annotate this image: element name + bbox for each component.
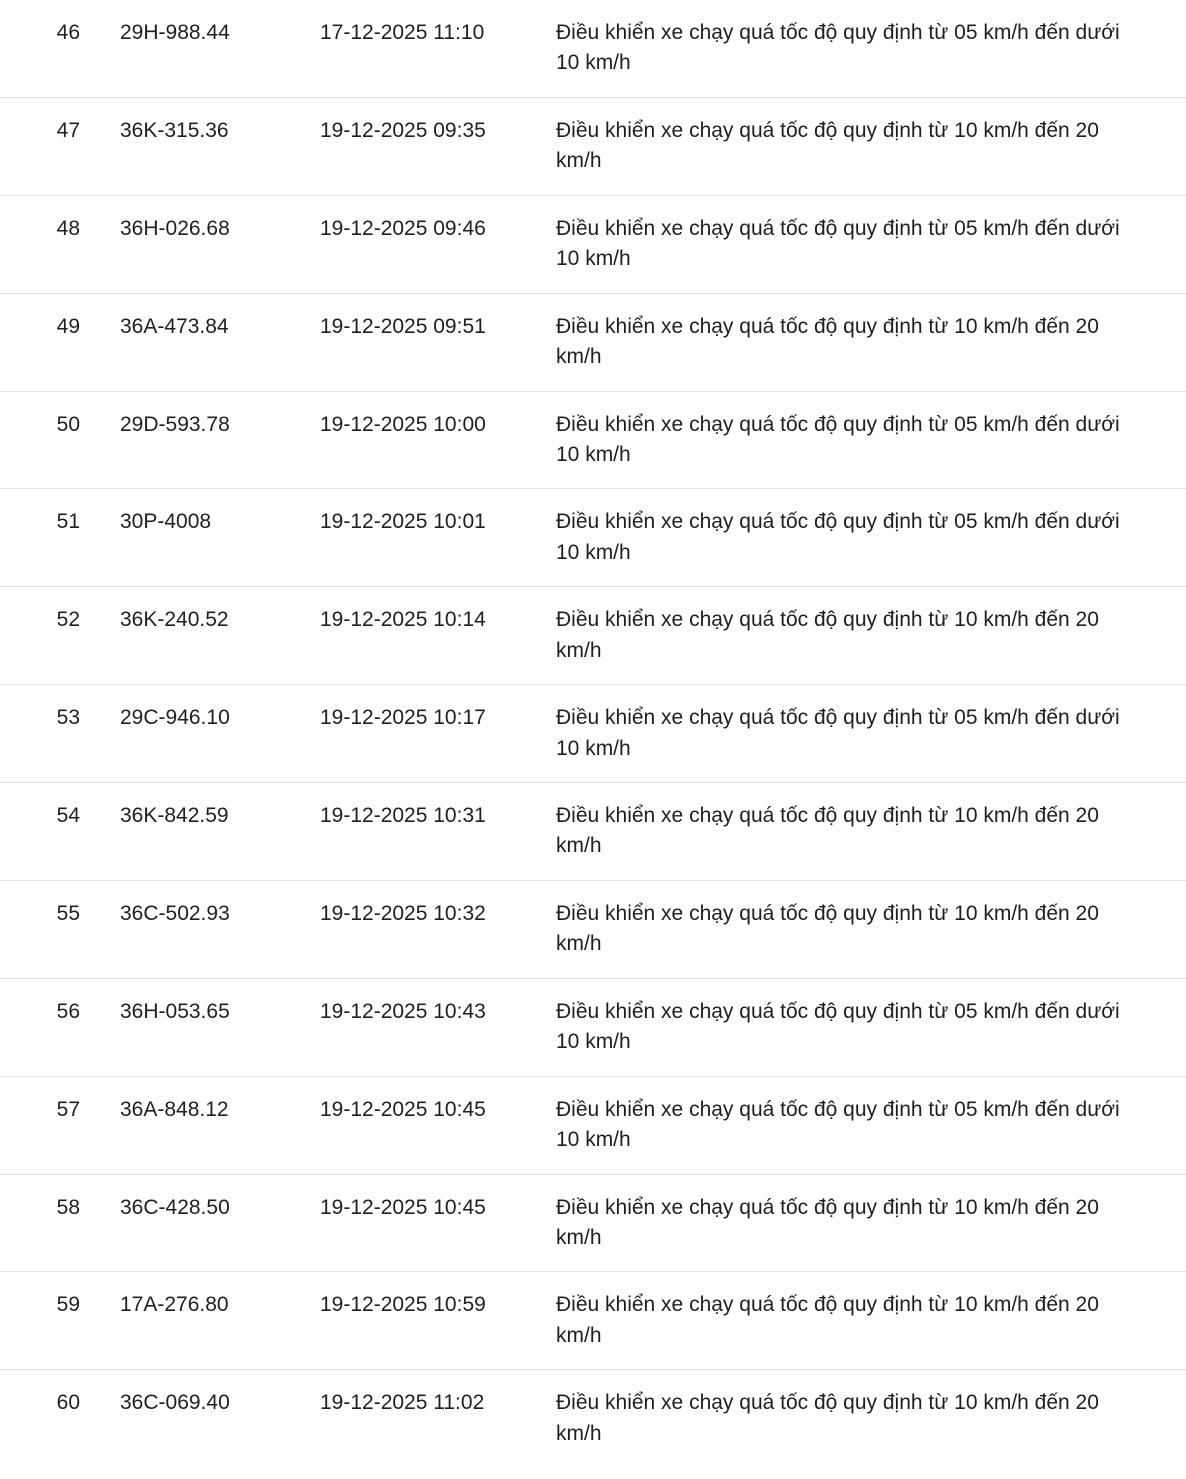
violation-description: Điều khiển xe chạy quá tốc độ quy định từ 10 km/h đến 20 km/h [556,804,1099,858]
row-index: 54 [56,804,80,827]
table-row [0,1174,1186,1272]
violation-description: Điều khiển xe chạy quá tốc độ quy định từ 05 km/h đến dưới 10 km/h [556,21,1120,75]
violation-description: Điều khiển xe chạy quá tốc độ quy định từ 05 km/h đến dưới 10 km/h [556,706,1120,760]
vehicle-plate: 36K-240.52 [120,608,229,632]
violation-time: 19-12-2025 10:32 [320,901,486,925]
table-bottom-spacer [0,1467,1186,1479]
table-row [0,0,1186,97]
violation-time: 17-12-2025 11:10 [320,21,485,44]
table-row [0,195,1186,293]
vehicle-plate: 36H-053.65 [120,999,230,1023]
row-index: 51 [56,510,80,534]
violation-description: Điều khiển xe chạy quá tốc độ quy định từ 10 km/h đến 20 km/h [556,118,1099,173]
row-index: 60 [56,1391,80,1415]
row-index: 46 [56,21,80,44]
violation-description: Điều khiển xe chạy quá tốc độ quy định từ 05 km/h đến dưới 10 km/h [556,216,1120,271]
violation-description: Điều khiển xe chạy quá tốc độ quy định từ 10 km/h đến 20 km/h [556,1391,1099,1445]
vehicle-plate: 36K-315.36 [120,118,229,142]
table-row [0,293,1186,391]
violation-time: 19-12-2025 10:17 [320,706,486,730]
violation-time: 19-12-2025 10:43 [320,999,486,1023]
vehicle-plate: 36A-848.12 [120,1097,229,1121]
violation-description: Điều khiển xe chạy quá tốc độ quy định từ 10 km/h đến 20 km/h [556,1195,1099,1249]
vehicle-plate: 17A-276.80 [120,1293,229,1317]
violation-description: Điều khiển xe chạy quá tốc độ quy định từ 10 km/h đến 20 km/h [556,901,1099,956]
vehicle-plate: 29H-988.44 [120,21,230,44]
vehicle-plate: 36C-502.93 [120,901,230,925]
row-index: 55 [56,901,80,925]
table-row [0,97,1186,195]
table-row [0,880,1186,978]
violation-time: 19-12-2025 10:45 [320,1097,486,1121]
violation-time: 19-12-2025 09:35 [320,118,486,142]
vehicle-plate: 30P-4008 [120,510,212,534]
violation-time: 19-12-2025 10:45 [320,1195,486,1219]
row-index: 52 [56,608,80,632]
vehicle-plate: 29D-593.78 [120,412,230,436]
row-index: 57 [56,1097,80,1121]
violation-time: 19-12-2025 10:01 [320,510,486,534]
row-index: 59 [56,1293,80,1317]
violation-description: Điều khiển xe chạy quá tốc độ quy định từ 05 km/h đến dưới 10 km/h [556,999,1120,1054]
table-row [0,1272,1186,1370]
violation-time: 19-12-2025 10:14 [320,608,486,632]
violation-description: Điều khiển xe chạy quá tốc độ quy định từ 10 km/h đến 20 km/h [556,1293,1099,1347]
vehicle-plate: 36A-473.84 [120,314,229,338]
violation-description: Điều khiển xe chạy quá tốc độ quy định từ 10 km/h đến 20 km/h [556,314,1099,369]
vehicle-plate: 29C-946.10 [120,706,230,730]
violation-time: 19-12-2025 09:46 [320,216,486,240]
violation-description: Điều khiển xe chạy quá tốc độ quy định từ 05 km/h đến dưới 10 km/h [556,1097,1120,1152]
vehicle-plate: 36H-026.68 [120,216,230,240]
row-index: 50 [56,412,80,436]
violation-time: 19-12-2025 10:00 [320,412,486,436]
table-row [0,783,1186,881]
vehicle-plate: 36C-069.40 [120,1391,230,1415]
violation-time: 19-12-2025 11:02 [320,1391,485,1415]
table-row [0,685,1186,783]
table-row [0,489,1186,587]
table-row [0,1076,1186,1174]
row-index: 47 [56,118,80,142]
violation-description: Điều khiển xe chạy quá tốc độ quy định từ 05 km/h đến dưới 10 km/h [556,412,1120,466]
violation-description: Điều khiển xe chạy quá tốc độ quy định từ 05 km/h đến dưới 10 km/h [556,510,1120,564]
table-row [0,391,1186,489]
table-row [0,978,1186,1076]
violation-time: 19-12-2025 10:59 [320,1293,486,1317]
vehicle-plate: 36K-842.59 [120,804,229,827]
row-index: 53 [56,706,80,730]
row-index: 58 [56,1195,80,1219]
violation-time: 19-12-2025 09:51 [320,314,486,338]
row-index: 56 [56,999,80,1023]
table-row [0,1370,1186,1467]
row-index: 48 [56,216,80,240]
row-index: 49 [56,314,80,338]
violation-description: Điều khiển xe chạy quá tốc độ quy định từ 10 km/h đến 20 km/h [556,608,1099,662]
vehicle-plate: 36C-428.50 [120,1195,230,1219]
table-row [0,587,1186,685]
violation-time: 19-12-2025 10:31 [320,804,486,827]
